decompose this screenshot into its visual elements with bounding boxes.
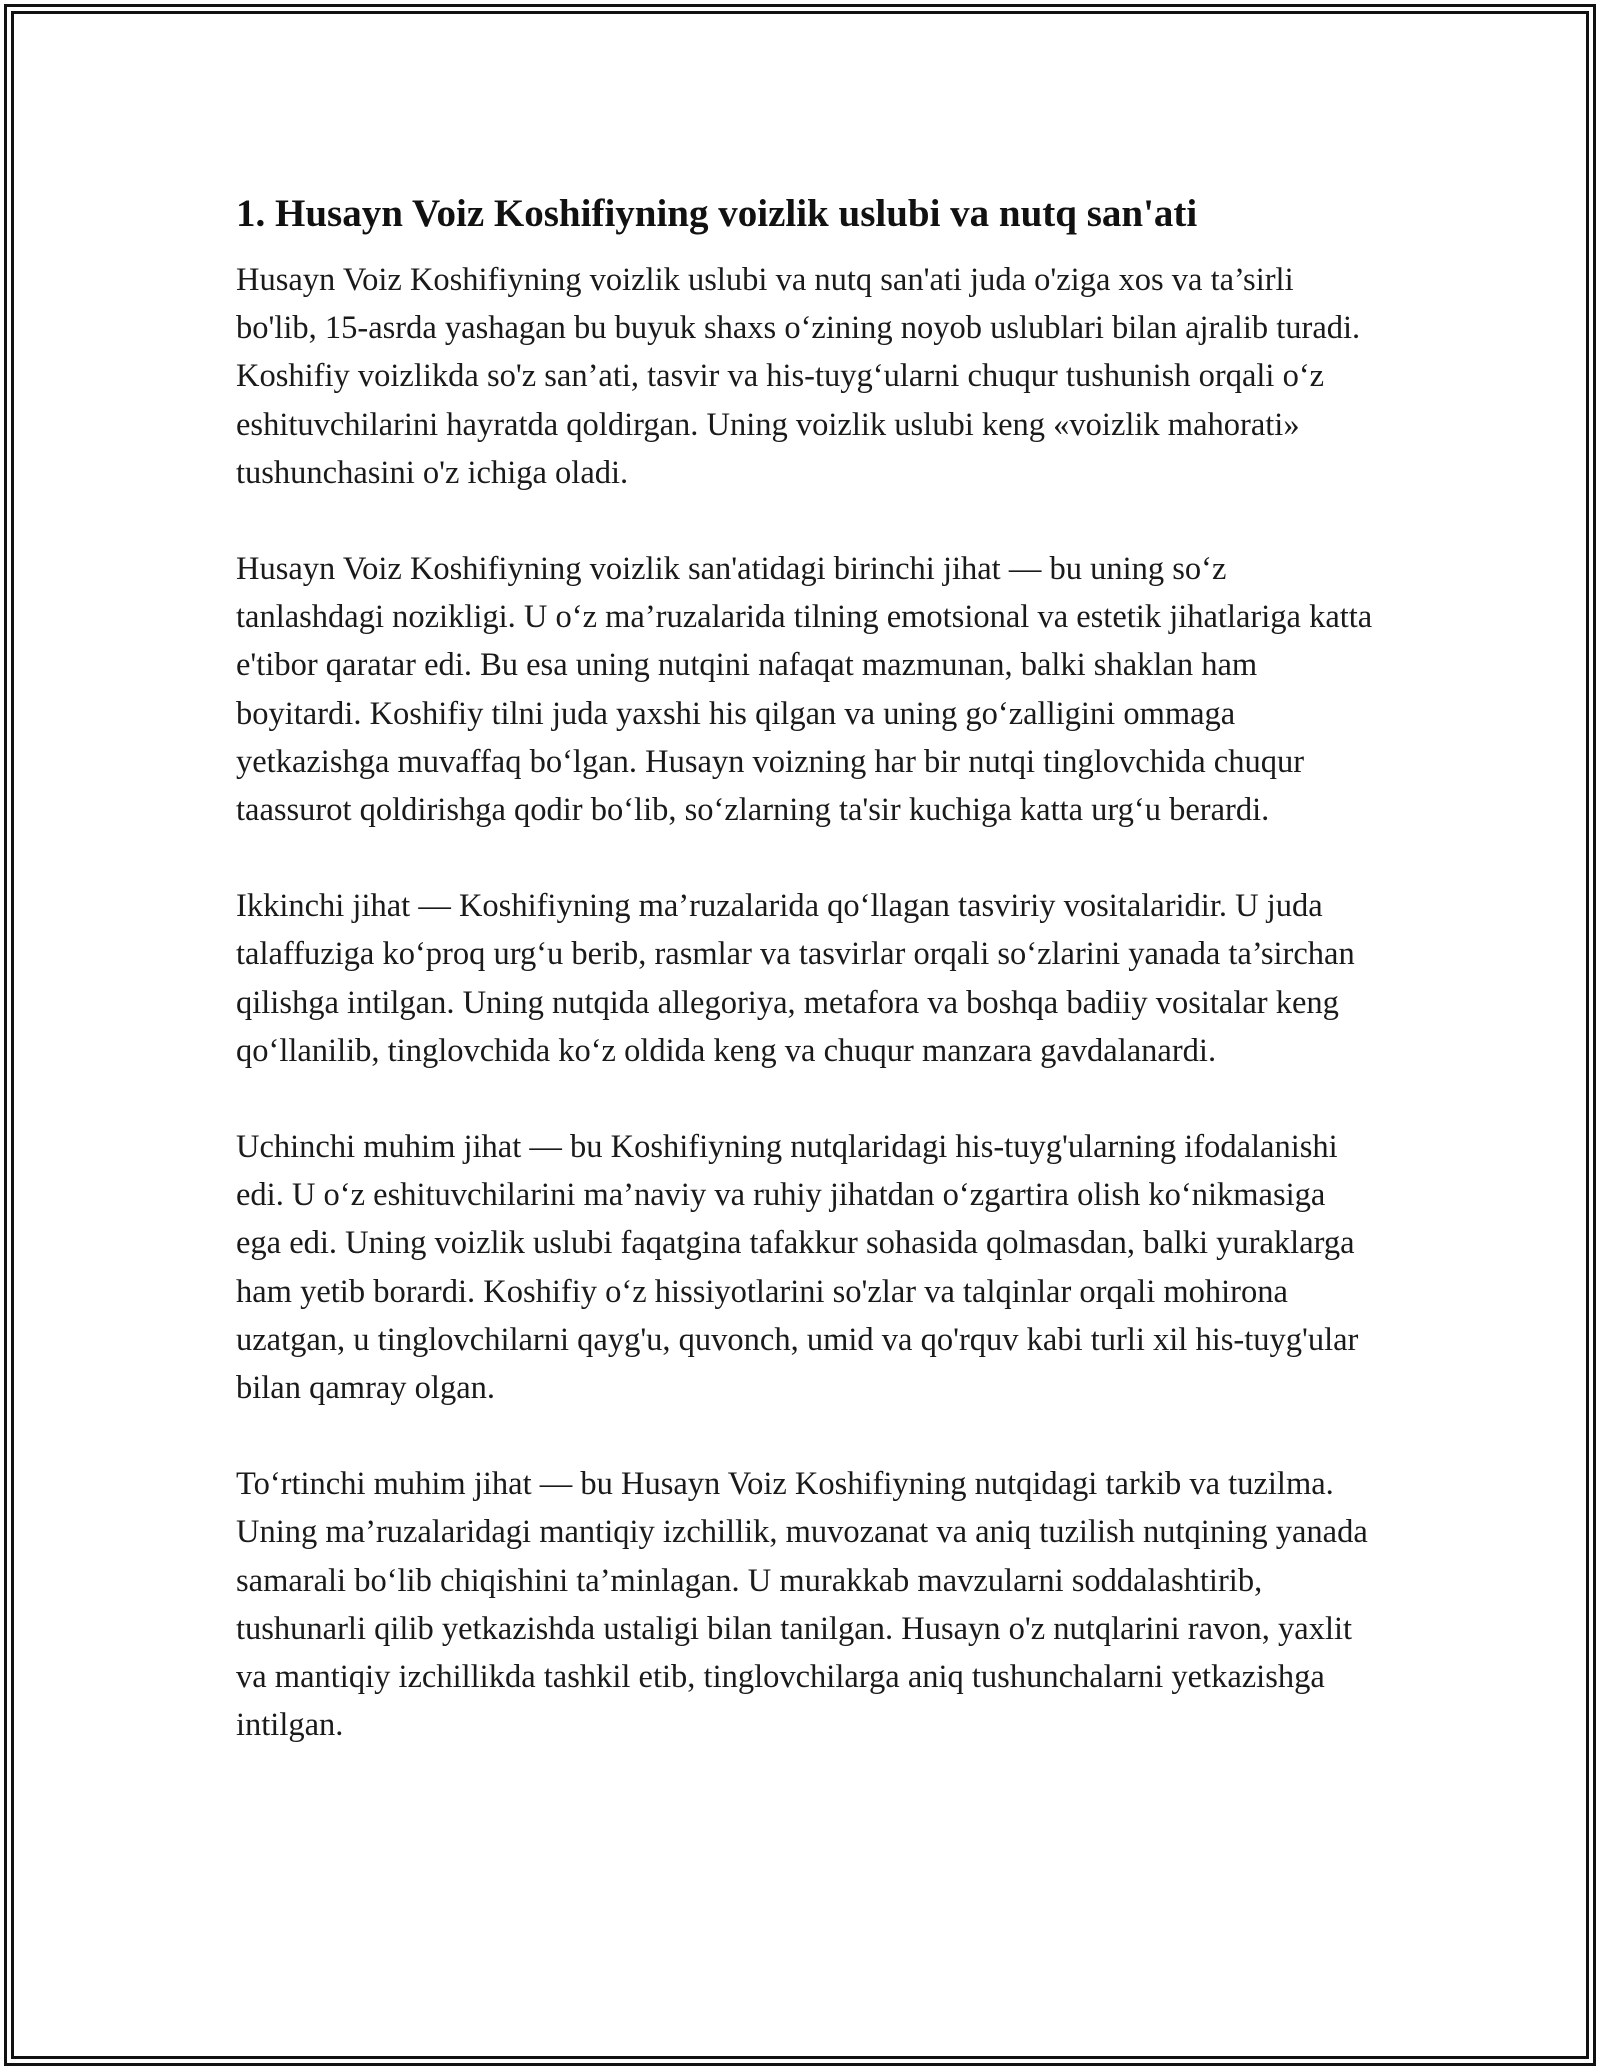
paragraph-5: To‘rtinchi muhim jihat — bu Husayn Voiz Koshifiyning nutqidagi tarkib va tuzilma. Uning ma’ruzalaridagi mantiqiy izchillik, muvozanat va aniq tuzilish nutqining yanada samarali bo‘lib chiqishini ta’minlagan. U murakkab mavzularni soddalashtirib, tushunarli qilib yetkazishda ustaligi bilan tanilgan. Husayn o'z nutqlarini ravon, yaxlit va mantiqiy izchillikda tashkil etib, tinglovchilarga aniq tushunchalarni yetkazishga intilgan. (236, 1466, 1368, 1744)
paragraph-4: Uchinchi muhim jihat — bu Koshifiyning nutqlaridagi his-tuyg'ularning ifodalanishi edi. U o‘z eshituvchilarini ma’naviy va ruhiy jihatdan o‘zgartira olish ko‘nikmasiga ega edi. Uning voizlik uslubi faqatgina tafakkur sohasida qolmasdan, balki yuraklarga ham yetib borardi. Koshifiy o‘z hissiyotlarini so'zlar va talqinlar orqali mohirona uzatgan, u tinglovchilarni qayg'u, quvonch, umid va qo'rquv kabi turli xil his-tuyg'ular bilan qamray olgan. (236, 1129, 1359, 1407)
paragraph-1: Husayn Voiz Koshifiyning voizlik uslubi va nutq san'ati juda o'ziga xos va ta’sirli bo'lib, 15-asrda yashagan bu buyuk shaxs o‘zining noyob uslublari bilan ajralib turadi. Koshifiy voizlikda so'z san’ati, tasvir va his-tuyg‘ularni chuqur tushunish orqali o‘z eshituvchilarini hayratda qoldirgan. Uning voizlik uslubi keng «voizlik mahorati» tushunchasini o'z ichiga oladi. (236, 262, 1361, 491)
paragraph-3: Ikkinchi jihat — Koshifiyning ma’ruzalarida qo‘llagan tasviriy vositalaridir. U juda talaffuziga ko‘proq urg‘u berib, rasmlar va tasvirlar orqali so‘zlarini yanada ta’sirchan qilishga intilgan. Uning nutqida allegoriya, metafora va boshqa badiiy vositalar keng qo‘llanilib, tinglovchida ko‘z oldida keng va chuqur manzara gavdalanardi. (236, 888, 1355, 1069)
section-heading: 1. Husayn Voiz Koshifiyning voizlik uslubi va nutq san'ati (236, 192, 1198, 235)
paragraph-2: Husayn Voiz Koshifiyning voizlik san'atidagi birinchi jihat — bu uning so‘z tanlashdagi nozikligi. U o‘z ma’ruzalarida tilning emotsional va estetik jihatlariga katta e'tibor qaratar edi. Bu esa uning nutqini nafaqat mazmunan, balki shaklan ham boyitardi. Koshifiy tilni juda yaxshi his qilgan va uning go‘zalligini ommaga yetkazishga muvaffaq bo‘lgan. Husayn voizning har bir nutqi tinglovchida chuqur taassurot qoldirishga qodir bo‘lib, so‘zlarning ta'sir kuchiga katta urg‘u berardi. (236, 551, 1373, 829)
document-body (236, 186, 1376, 1797)
